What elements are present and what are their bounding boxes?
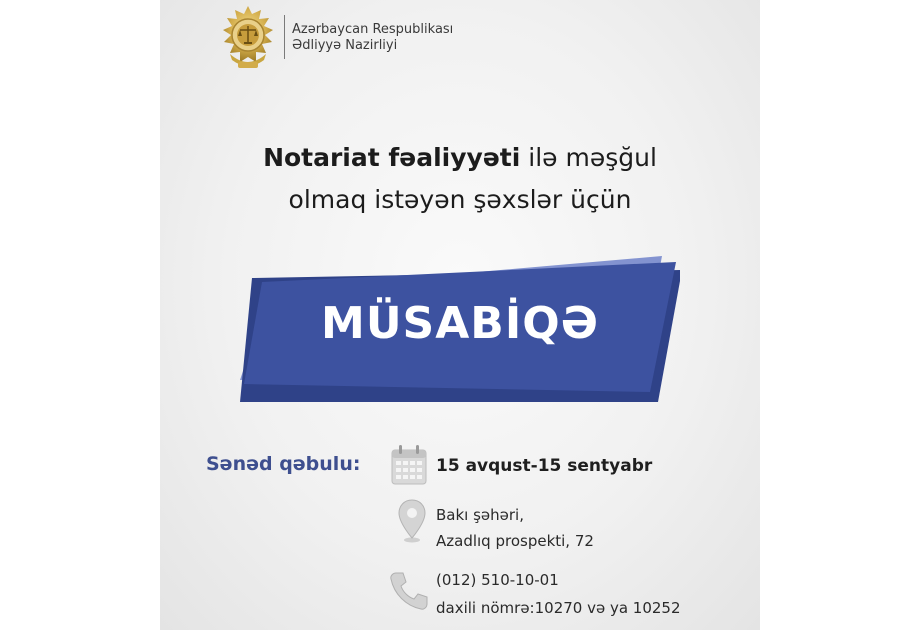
intake-dates: 15 avqust-15 sentyabr bbox=[436, 456, 653, 476]
poster bbox=[160, 0, 760, 630]
headline-line-2: olmaq istəyən şəxslər üçün bbox=[288, 185, 632, 214]
headline-line-1 bbox=[160, 143, 760, 172]
document-intake-label: Sənəd qəbulu: bbox=[206, 453, 361, 475]
location-pin-icon bbox=[398, 498, 426, 544]
org-line-1: Azərbaycan Respublikası bbox=[292, 22, 454, 37]
header-divider bbox=[284, 15, 285, 59]
banner-title: MÜSABİQƏ bbox=[321, 298, 599, 349]
calendar-icon bbox=[390, 444, 428, 486]
address-line-1: Bakı şəhəri, bbox=[436, 506, 524, 524]
ministry-emblem bbox=[216, 4, 280, 74]
headline-rest: ilə məşğul bbox=[520, 143, 657, 172]
org-line-2: Ədliyyə Nazirliyi bbox=[292, 38, 398, 53]
phone-number: (012) 510-10-01 bbox=[436, 571, 559, 589]
phone-info bbox=[436, 566, 681, 622]
phone-extension: daxili nömrə:10270 və ya 10252 bbox=[436, 599, 681, 617]
headline-bold: Notariat fəaliyyəti bbox=[263, 143, 521, 172]
address bbox=[436, 502, 594, 554]
organization-name bbox=[292, 22, 453, 54]
phone-icon bbox=[388, 570, 430, 612]
address-line-2: Azadlıq prospekti, 72 bbox=[436, 532, 594, 550]
